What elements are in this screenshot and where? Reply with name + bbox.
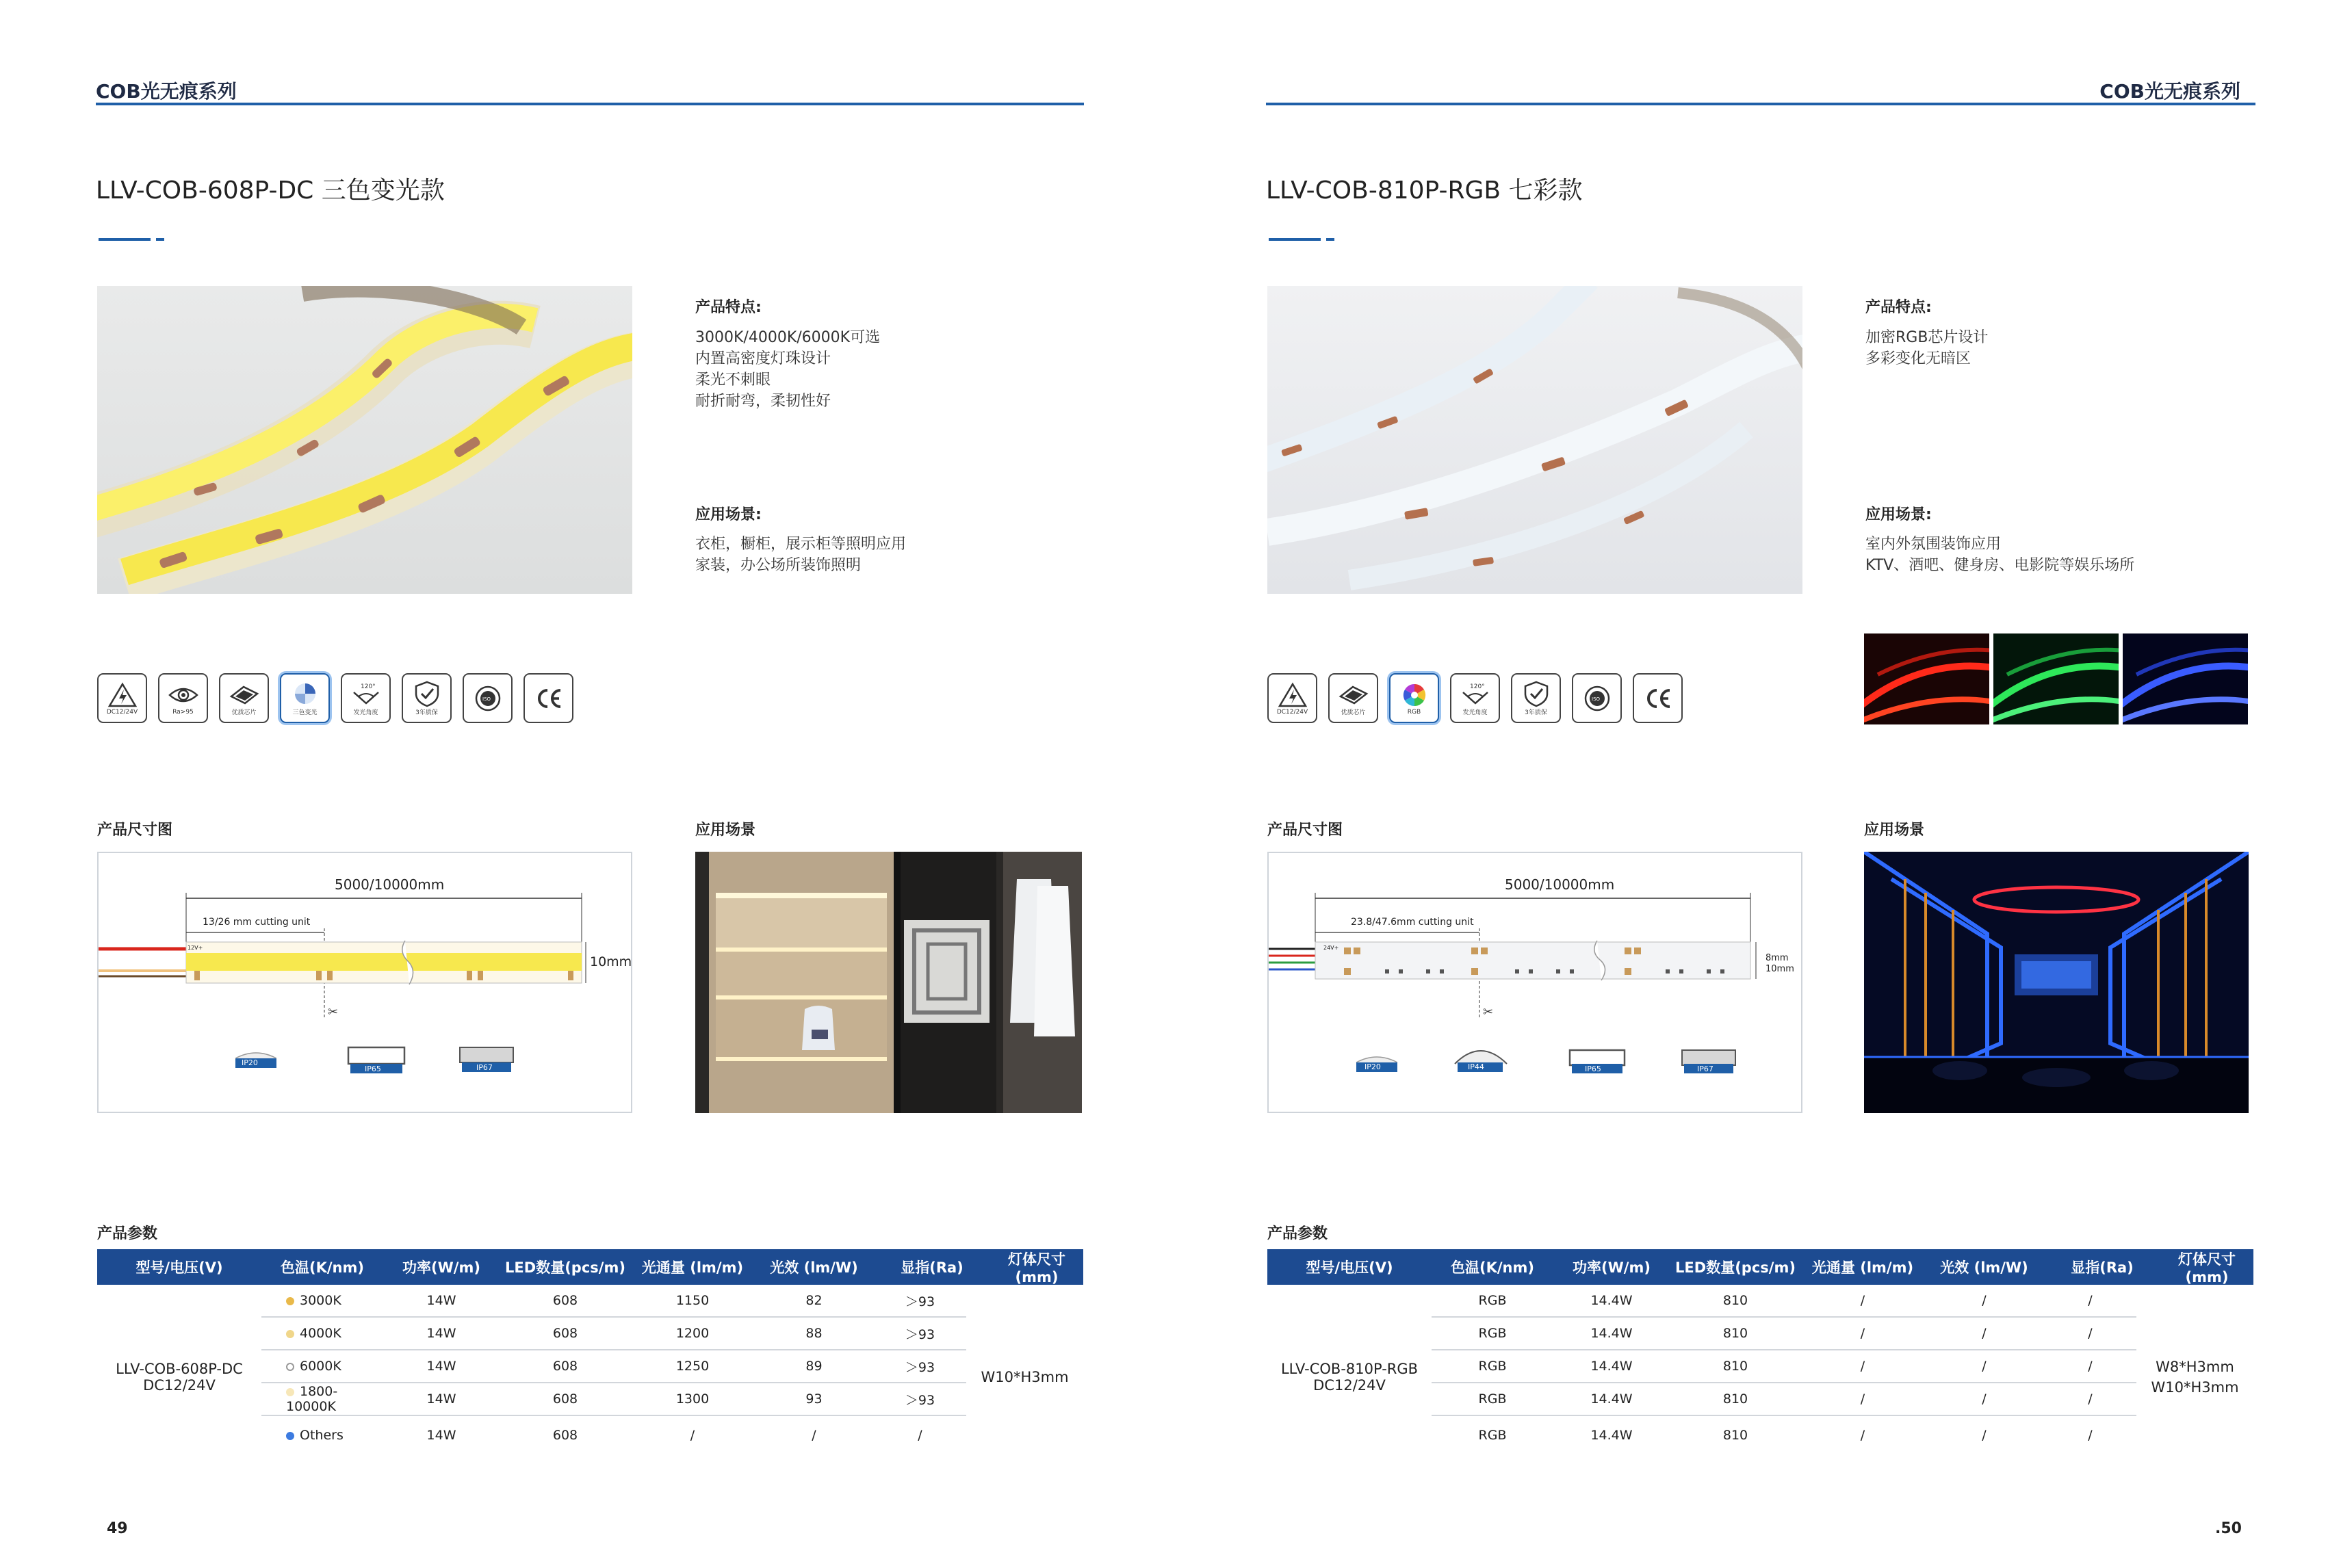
cct-cell: RGB xyxy=(1478,1428,1507,1443)
power-cell: 14.4W xyxy=(1590,1293,1633,1308)
beam-angle-icon xyxy=(1450,673,1500,723)
column-header: LED数量(pcs/m) xyxy=(505,1259,625,1276)
color-dot-icon xyxy=(286,1363,294,1371)
ra-cell: ＞93 xyxy=(905,1327,935,1342)
page-number: .50 xyxy=(2215,1520,2242,1537)
led-cell: 810 xyxy=(1722,1391,1748,1407)
dimension-drawing xyxy=(1267,852,1802,1113)
efficacy-cell: / xyxy=(1982,1293,1987,1308)
led-cell: 810 xyxy=(1722,1293,1748,1308)
table-header xyxy=(97,1249,1083,1285)
red-strip-photo xyxy=(1864,633,1989,724)
table-row xyxy=(261,1383,966,1416)
table-row xyxy=(1432,1383,2136,1416)
column-header: 功率(W/m) xyxy=(402,1259,480,1276)
flux-cell: 1250 xyxy=(675,1359,710,1374)
table-row xyxy=(261,1318,966,1350)
scene-heading: 应用场景 xyxy=(1864,822,1925,839)
led-cell: 608 xyxy=(552,1293,578,1308)
title-accent xyxy=(1269,238,1321,241)
power-cell: 14W xyxy=(426,1391,456,1407)
led-cell: 608 xyxy=(552,1326,578,1341)
feature-item: 耐折耐弯，柔韧性好 xyxy=(695,393,831,410)
page-number: 49 xyxy=(107,1520,128,1537)
length-label: 5000/10000mm xyxy=(335,876,445,893)
ip-label: IP67 xyxy=(1697,1064,1713,1073)
table-header xyxy=(1267,1249,2253,1285)
application-item: 室内外氛围装饰应用 xyxy=(1865,536,2002,553)
ce-mark-icon xyxy=(1633,673,1683,723)
model-voltage: DC12/24V xyxy=(143,1377,216,1394)
column-header: 光效 (lm/W) xyxy=(770,1259,858,1276)
icon-label: 优质芯片 xyxy=(231,709,257,716)
power-cell: 14W xyxy=(426,1428,456,1443)
params-heading: 产品参数 xyxy=(1267,1225,1328,1242)
color-dot-icon xyxy=(286,1388,294,1396)
size-cell xyxy=(966,1285,1083,1469)
ra-cell: ＞93 xyxy=(905,1359,935,1375)
chip-icon xyxy=(219,673,269,723)
model-cell xyxy=(97,1285,261,1469)
segment-label: 24V+ xyxy=(1323,945,1339,951)
table-row xyxy=(1432,1350,2136,1383)
product-photo xyxy=(1267,286,1802,594)
power-cell: 14W xyxy=(426,1359,456,1374)
application-heading: 应用场景: xyxy=(1865,506,1932,523)
column-header: 型号/电压(V) xyxy=(135,1259,223,1276)
feature-item: 柔光不刺眼 xyxy=(695,371,771,389)
application-heading: 应用场景: xyxy=(695,506,762,523)
flux-cell: 1200 xyxy=(675,1326,710,1341)
table-row xyxy=(261,1350,966,1383)
wardrobe-scene-photo xyxy=(695,852,1082,1113)
params-table xyxy=(1267,1249,2253,1469)
power-cell: 14.4W xyxy=(1590,1326,1633,1341)
size-cell xyxy=(2136,1285,2253,1469)
table-row xyxy=(1432,1285,2136,1318)
color-dot-icon xyxy=(286,1330,294,1338)
dimension-drawing xyxy=(97,852,632,1113)
feature-item: 内置高密度灯珠设计 xyxy=(695,350,831,367)
led-cell: 608 xyxy=(552,1428,578,1443)
efficacy-cell: / xyxy=(1982,1359,1987,1374)
svg-text:120°: 120° xyxy=(360,683,376,690)
model-voltage: DC12/24V xyxy=(1313,1377,1386,1394)
ra-cell: ＞93 xyxy=(905,1392,935,1408)
features-list xyxy=(695,327,880,412)
column-header: 功率(W/m) xyxy=(1573,1259,1651,1276)
icon-label: DC12/24V xyxy=(106,708,138,716)
ce-mark-icon xyxy=(523,673,573,723)
eye-ra-icon xyxy=(158,673,208,723)
column-header: 色温(K/nm) xyxy=(1451,1259,1534,1276)
power-cell: 14W xyxy=(426,1326,456,1341)
segment-label: 12V+ xyxy=(187,945,203,951)
application-item: KTV、酒吧、健身房、电影院等娱乐场所 xyxy=(1865,557,2135,574)
svg-text:ISO: ISO xyxy=(482,696,491,702)
header-rule xyxy=(1266,103,2255,105)
feature-item: 3000K/4000K/6000K可选 xyxy=(695,329,881,346)
column-header: 型号/电压(V) xyxy=(1306,1259,1393,1276)
column-header: 显指(Ra) xyxy=(901,1259,963,1276)
green-strip-photo xyxy=(1993,633,2119,724)
rgb-color-wheel-icon xyxy=(1389,673,1439,723)
chip-icon xyxy=(1328,673,1378,723)
ip-label: IP65 xyxy=(1585,1064,1601,1073)
cct-cell: RGB xyxy=(1478,1391,1507,1407)
power-cell: 14.4W xyxy=(1590,1428,1633,1443)
ip-label: IP67 xyxy=(476,1063,493,1072)
features-list xyxy=(1865,327,1988,369)
cut-unit-label: 13/26 mm cutting unit xyxy=(203,917,311,928)
feature-item: 加密RGB芯片设计 xyxy=(1865,329,1989,346)
cct-value: 4000K xyxy=(300,1326,341,1341)
ra-cell: / xyxy=(2088,1391,2093,1407)
height-label: 8mm 10mm xyxy=(1766,953,1794,974)
column-header: 光通量 (lm/m) xyxy=(1811,1259,1914,1276)
size-value: W10*H3mm xyxy=(981,1369,1069,1385)
cut-unit-label: 23.8/47.6mm cutting unit xyxy=(1351,917,1474,928)
feature-item: 多彩变化无暗区 xyxy=(1865,350,1971,367)
led-cell: 810 xyxy=(1722,1428,1748,1443)
efficacy-cell: 88 xyxy=(805,1326,823,1341)
power-cell: 14.4W xyxy=(1590,1359,1633,1374)
model-cell xyxy=(1267,1285,1432,1469)
features-heading: 产品特点: xyxy=(1865,299,1932,316)
icon-label: Ra>95 xyxy=(172,708,194,716)
dimension-heading: 产品尺寸图 xyxy=(97,822,173,839)
svg-text:120°: 120° xyxy=(1469,683,1485,690)
table-row xyxy=(261,1419,966,1452)
icon-label: 发光角度 xyxy=(353,709,378,716)
blue-strip-photo xyxy=(2123,633,2248,724)
rgb-strip-photos xyxy=(1864,633,2248,724)
model-name: LLV-COB-608P-DC xyxy=(116,1361,243,1377)
application-item: 家装，办公场所装饰照明 xyxy=(695,557,862,574)
cct-cell xyxy=(261,1293,383,1308)
led-cell: 810 xyxy=(1722,1359,1748,1374)
table-body xyxy=(1267,1285,2253,1469)
ra-cell: / xyxy=(2088,1326,2093,1341)
cct-value: Others xyxy=(300,1428,344,1443)
cct-cell xyxy=(261,1384,383,1414)
iso-certified-icon xyxy=(1572,673,1622,723)
params-heading: 产品参数 xyxy=(97,1225,158,1242)
table-body xyxy=(97,1285,1083,1469)
dimension-heading: 产品尺寸图 xyxy=(1267,822,1343,839)
size-value: W10*H3mm xyxy=(2151,1379,2239,1396)
efficacy-cell: / xyxy=(812,1428,816,1443)
size-value: W8*H3mm xyxy=(2156,1359,2234,1375)
icon-label: DC12/24V xyxy=(1276,708,1308,716)
ra-cell: / xyxy=(2088,1293,2093,1308)
power-cell: 14.4W xyxy=(1590,1391,1633,1407)
flux-cell: / xyxy=(1860,1391,1865,1407)
warranty-shield-icon xyxy=(1511,673,1561,723)
column-header: LED数量(pcs/m) xyxy=(1675,1259,1796,1276)
cct-value: 3000K xyxy=(300,1293,341,1308)
cct-cell: RGB xyxy=(1478,1293,1507,1308)
flux-cell: 1150 xyxy=(675,1293,710,1308)
height-label: 10mm xyxy=(590,954,632,969)
features-heading: 产品特点: xyxy=(695,299,762,316)
cct-cell xyxy=(261,1326,383,1341)
iso-certified-icon xyxy=(463,673,513,723)
title-accent xyxy=(99,238,151,241)
series-label: COB光无痕系列 xyxy=(2099,80,2240,103)
efficacy-cell: / xyxy=(1982,1428,1987,1443)
flux-cell: / xyxy=(690,1428,695,1443)
cct-cell xyxy=(261,1359,383,1374)
ra-cell: / xyxy=(2088,1428,2093,1443)
led-cell: 810 xyxy=(1722,1326,1748,1341)
icon-label: 3年质保 xyxy=(1525,709,1547,716)
beam-angle-icon xyxy=(341,673,391,723)
column-header: 灯体尺寸(mm) xyxy=(1008,1251,1065,1285)
column-header: 显指(Ra) xyxy=(2071,1259,2134,1276)
table-row xyxy=(1432,1318,2136,1350)
led-cell: 608 xyxy=(552,1359,578,1374)
ra-cell: / xyxy=(2088,1359,2093,1374)
cct-cell xyxy=(261,1428,383,1443)
ip-label: IP20 xyxy=(1365,1062,1381,1071)
model-name: LLV-COB-810P-RGB xyxy=(1280,1361,1419,1377)
icon-label: 3年质保 xyxy=(415,709,438,716)
warranty-shield-icon xyxy=(402,673,452,723)
flux-cell: / xyxy=(1860,1359,1865,1374)
flux-cell: / xyxy=(1860,1293,1865,1308)
header-rule xyxy=(96,103,1084,105)
ktv-scene-photo xyxy=(1864,852,2249,1113)
spec-icon-row xyxy=(97,673,573,727)
led-cell: 608 xyxy=(552,1391,578,1407)
product-photo xyxy=(97,286,632,594)
dc-voltage-icon xyxy=(97,673,147,723)
svg-text:✂: ✂ xyxy=(1483,1005,1494,1019)
efficacy-cell: 82 xyxy=(805,1293,823,1308)
cct-adjust-icon xyxy=(280,673,330,723)
column-header: 光效 (lm/W) xyxy=(1940,1259,2028,1276)
color-dot-icon xyxy=(286,1297,294,1305)
dc-voltage-icon xyxy=(1267,673,1317,723)
color-dot-icon xyxy=(286,1432,294,1440)
icon-label: 三色变光 xyxy=(292,709,318,716)
icon-label: 优质芯片 xyxy=(1341,709,1366,716)
scene-heading: 应用场景 xyxy=(695,822,756,839)
ra-cell: ＞93 xyxy=(905,1294,935,1309)
flux-cell: / xyxy=(1860,1428,1865,1443)
icon-label: RGB xyxy=(1407,708,1421,716)
length-label: 5000/10000mm xyxy=(1505,876,1615,893)
efficacy-cell: 93 xyxy=(805,1391,823,1407)
cct-cell: RGB xyxy=(1478,1326,1507,1341)
column-header: 色温(K/nm) xyxy=(281,1259,364,1276)
series-label: COB光无痕系列 xyxy=(96,80,237,103)
column-header: 光通量 (lm/m) xyxy=(641,1259,744,1276)
cct-value: 6000K xyxy=(300,1359,341,1374)
ip-label: IP65 xyxy=(365,1064,381,1073)
ip-label: IP44 xyxy=(1468,1062,1484,1071)
svg-text:✂: ✂ xyxy=(328,1005,339,1019)
efficacy-cell: / xyxy=(1982,1326,1987,1341)
product-title: LLV-COB-608P-DC 三色变光款 xyxy=(96,177,445,205)
table-row xyxy=(261,1285,966,1318)
application-list xyxy=(695,534,906,576)
application-list xyxy=(1865,534,2134,576)
svg-text:ISO: ISO xyxy=(1591,696,1600,702)
efficacy-cell: 89 xyxy=(805,1359,823,1374)
cct-cell: RGB xyxy=(1478,1359,1507,1374)
efficacy-cell: / xyxy=(1982,1391,1987,1407)
flux-cell: 1300 xyxy=(675,1391,710,1407)
application-item: 衣柜，橱柜，展示柜等照明应用 xyxy=(695,536,907,553)
right-page xyxy=(1164,0,2328,1568)
icon-label: 发光角度 xyxy=(1462,709,1488,716)
product-title: LLV-COB-810P-RGB 七彩款 xyxy=(1266,177,1583,205)
spec-icon-row xyxy=(1267,673,1683,727)
column-header: 灯体尺寸(mm) xyxy=(2178,1251,2236,1285)
flux-cell: / xyxy=(1860,1326,1865,1341)
ra-cell: / xyxy=(918,1428,922,1443)
params-table xyxy=(97,1249,1083,1469)
cct-value: 1800-10000K xyxy=(286,1384,338,1414)
ip-label: IP20 xyxy=(242,1058,258,1067)
power-cell: 14W xyxy=(426,1293,456,1308)
table-row xyxy=(1432,1419,2136,1452)
